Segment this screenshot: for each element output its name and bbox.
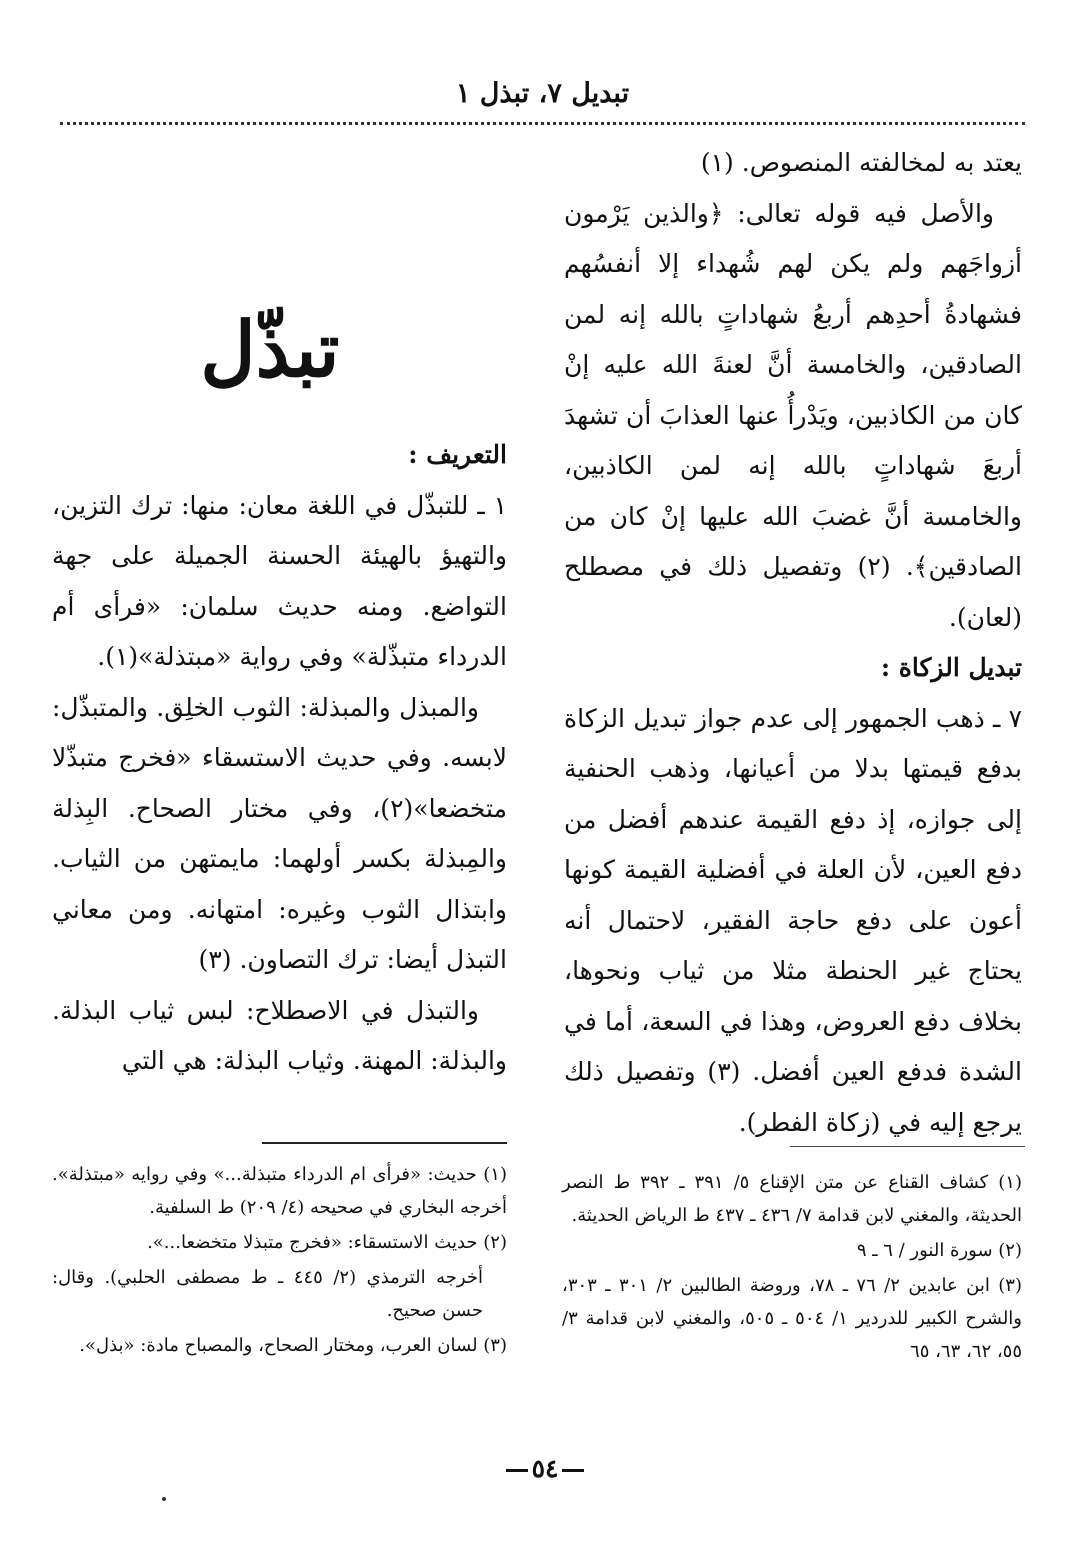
right-column	[564, 138, 1022, 1148]
left-paragraph-3: والتبذل في الاصطلاح: لبس ثياب البذلة. والبذلة: المهنة. وثياب البذلة: هي التي	[52, 995, 507, 1075]
left-paragraph-2: والمبذل والمبذلة: الثوب الخلِق. والمتبذّل: لابسه. وفي حديث الاستسقاء «فخرج متبذّلا متخضعا»(٢)، وفي مختار الصحاح. البِذلة والمِبذلة بكسر أولهما: مايمتهن من الثياب. وابتذال الثوب وغيره: امتهانه. ومن معاني التبذل أيضا: ترك التصاون. (٣)	[52, 692, 507, 974]
ink-speck	[162, 1497, 166, 1501]
footnote-left-3: (٣) لسان العرب، ومختار الصحاح، والمصباح مادة: «بذل».	[79, 1335, 507, 1356]
right-paragraph-0: يعتد به لمخالفته المنصوص. (١)	[700, 148, 1022, 177]
page-number: ٥٤	[490, 1454, 600, 1483]
right-paragraph-1: والأصل فيه قوله تعالى: ﴿والذين يَرْمون أزواجَهم ولم يكن لهم شُهداء إلا أنفسُهم فشهادةُ أحدِهم أربعُ شهاداتٍ بالله إنه لمن الصادقين، والخامسة أنَّ لعنةَ الله عليه إنْ كان من الكاذبين، ويَدْرأُ عنها العذابَ أن تشهدَ أربعَ شهاداتٍ بالله إنه لمن الكاذبين، والخامسة أنَّ غضبَ الله عليها إنْ كان من الصادقين﴾. (٢) وتفصيل ذلك في مصطلح (لعان).	[564, 198, 1022, 632]
left-column	[52, 430, 507, 1087]
footnote-left-2-continued: أخرجه الترمذي (٢/ ٤٤٥ ـ ط مصطفى الحلبي). وقال: حسن صحيح.	[52, 1267, 483, 1321]
footnote-right-2: (٢) سورة النور / ٦ ـ ٩	[856, 1240, 1022, 1261]
footnote-separator-right	[790, 1146, 1025, 1147]
left-paragraph-1: ١ ـ للتبذّل في اللغة معان: منها: ترك التزين، والتهيؤ بالهيئة الحسنة الجميلة على جهة التواضع. ومنه حديث سلمان: «فرأى أم الدرداء متبذّلة» وفي رواية «مبتذلة»(١).	[52, 490, 507, 671]
footnote-right-3: (٣) ابن عابدين ٢/ ٧٦ ـ ٧٨، وروضة الطالبين ٢/ ٣٠١ ـ ٣٠٣، والشرح الكبير للدردير ١/ ٥٠٤ ـ ٥٠٥، والمغني لابن قدامة ٣/ ٥٥، ٦٢، ٦٣، ٦٥	[562, 1275, 1022, 1362]
section-heading-zakat: تبديل الزكاة :	[880, 653, 1022, 682]
footnote-left-2: (٢) حديث الاستسقاء: «فخرج متبذلا متخضعا...».	[147, 1232, 507, 1253]
footnotes-left	[52, 1158, 507, 1364]
header-dotted-rule	[60, 122, 1025, 125]
entry-title: تبذّل	[200, 305, 340, 394]
footnote-separator-left	[262, 1142, 507, 1144]
right-paragraph-2: ٧ ـ ذهب الجمهور إلى عدم جواز تبديل الزكاة بدفع قيمتها بدلا من أعيانها، وذهب الحنفية إلى جوازه، إذ دفع القيمة عندهم أفضل من دفع العين، لأن العلة في أفضلية القيمة كونها أعون على دفع حاجة الفقير، لاحتمال أنه يحتاج غير الحنطة مثلا من ثياب ونحوها، بخلاف دفع العروض، وهذا في السعة، أما في الشدة فدفع العين أفضل. (٣) وتفصيل ذلك يرجع إليه في (زكاة الفطر).	[564, 703, 1022, 1137]
footnotes-right	[562, 1166, 1022, 1370]
running-header: تبديل ٧، تبذل ١	[455, 78, 630, 109]
footnote-left-1: (١) حديث: «فرأى ام الدرداء متبذلة...» وفي روايه «مبتذلة». أخرجه البخاري في صحيحه (٤/ ٢٠٩) ط السلفية.	[52, 1164, 507, 1218]
section-heading-definition: التعريف :	[408, 440, 507, 469]
footnote-right-1: (١) كشاف القناع عن متن الإقناع ٥/ ٣٩١ ـ ٣٩٢ ط النصر الحديثة، والمغني لابن قدامة ٧/ ٤٣٦ ـ ٤٣٧ ط الرياض الحديثة.	[562, 1172, 1022, 1226]
